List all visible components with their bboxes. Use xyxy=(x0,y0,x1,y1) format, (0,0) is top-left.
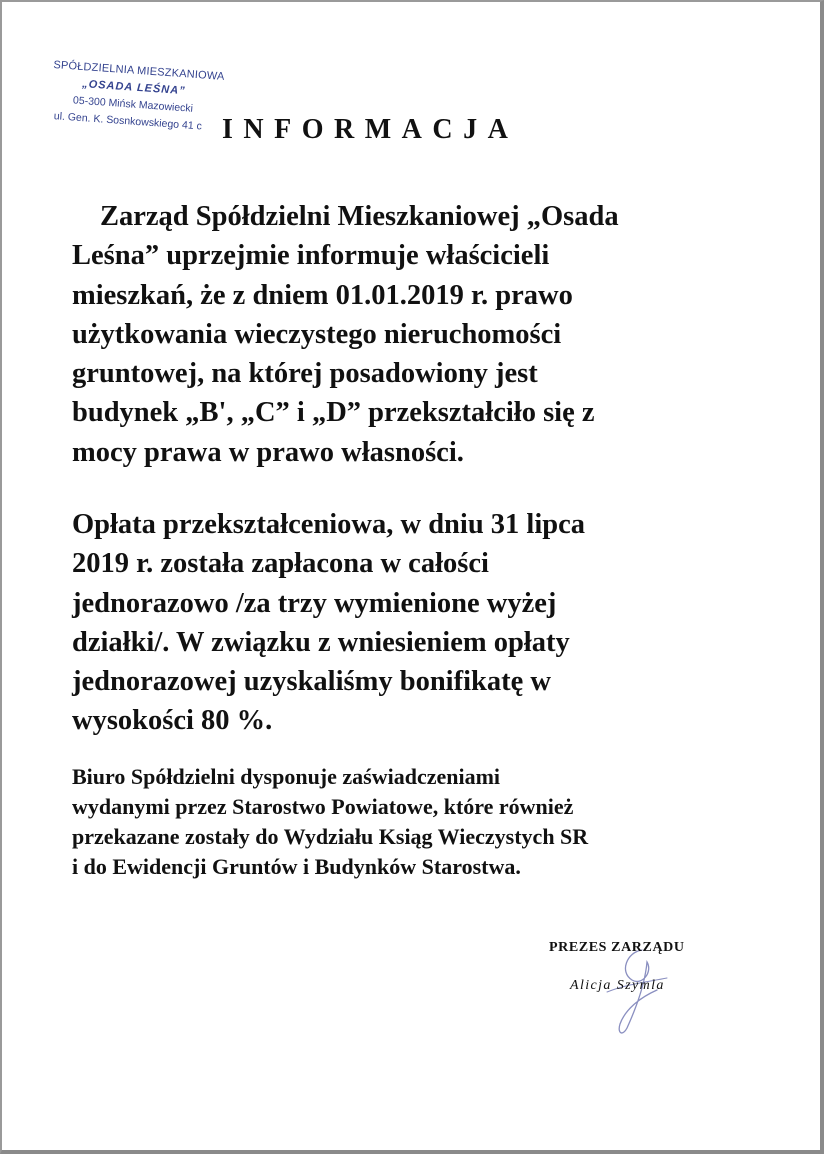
paragraph-line: gruntowej, na której posadowiony jest xyxy=(72,358,538,390)
paragraph-line: wydanymi przez Starostwo Powiatowe, które również xyxy=(72,794,574,819)
paragraph-line: Leśna” uprzejmie informuje właścicieli xyxy=(72,240,550,272)
stamp-line-street: ul. Gen. K. Sosnkowskiego 41 c xyxy=(53,110,203,133)
paragraph-line: mocy prawa w prawo własności. xyxy=(72,436,464,468)
paragraph-line: jednorazowej uzyskaliśmy bonifikatę w xyxy=(72,666,551,698)
paragraph-fee xyxy=(72,505,585,741)
document-title: INFORMACJA xyxy=(222,114,519,145)
paragraph-line: Biuro Spółdzielni dysponuje zaświadczeniami xyxy=(72,764,501,789)
paragraph-line: działki/. W związku z wniesieniem opłaty xyxy=(72,626,570,658)
paragraph-line: mieszkań, że z dniem 01.01.2019 r. prawo xyxy=(72,279,573,311)
stamp-line-osada: „OSADA LEŚNA” xyxy=(81,78,187,98)
paragraph-line: użytkowania wieczystego nieruchomości xyxy=(72,318,562,350)
paragraph-line: i do Ewidencji Gruntów i Budynków Starostwa. xyxy=(72,854,521,879)
signatory-name: Alicja Szymla xyxy=(570,978,665,993)
stamp-line-city: 05-300 Mińsk Mazowiecki xyxy=(72,94,194,115)
paragraph-ownership xyxy=(72,197,619,472)
paragraph-line: Zarząd Spółdzielni Mieszkaniowej „Osada xyxy=(100,201,619,232)
paragraph-line: jednorazowo /za trzy wymienione wyżej xyxy=(72,587,557,619)
paragraph-line: wysokości 80 %. xyxy=(72,705,273,737)
paragraph-line: Opłata przekształceniowa, w dniu 31 lipca xyxy=(72,509,586,540)
paragraph-line: przekazane zostały do Wydziału Ksiąg Wieczystych SR xyxy=(72,824,589,849)
paragraph-certificates xyxy=(72,762,588,882)
signatory-title: PREZES ZARZĄDU xyxy=(549,940,685,955)
paragraph-line: budynek „B', „C” i „D” przekształciło się z xyxy=(72,397,595,429)
stamp-line-name: SPÓŁDZIELNIA MIESZKANIOWA xyxy=(53,58,225,83)
paragraph-line: 2019 r. została zapłacona w całości xyxy=(72,548,489,580)
